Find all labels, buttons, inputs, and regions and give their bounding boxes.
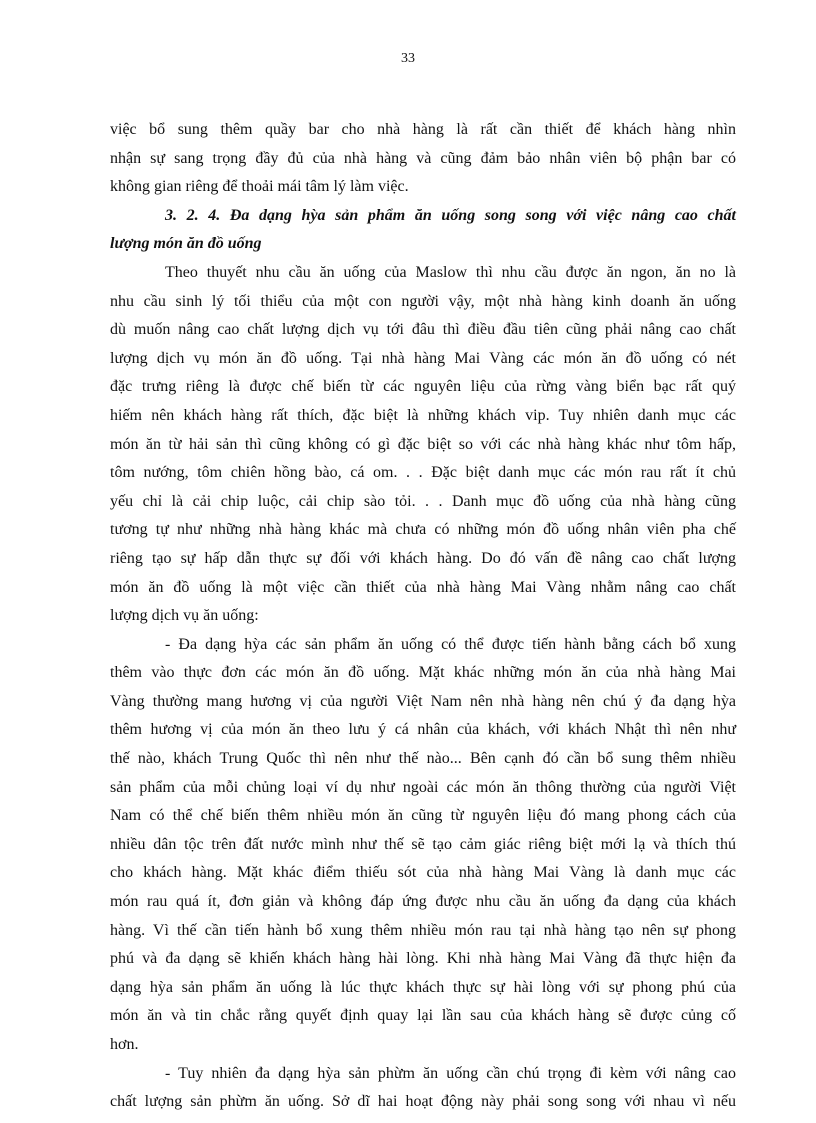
text-line: hiếm nên khách hàng rất thích, đặc biệt là những khách vip. Tuy nhiên danh mục các [110,406,736,424]
text-line: sản phẩm của mỗi chủng loại ví dụ như ngoài các món ăn thông thường của người Việt [110,778,736,796]
text-line: thêm vào thực đơn các món ăn đồ uống. Mặt khác những món ăn của nhà hàng Mai [110,664,736,682]
text-line: món rau quá ít, đơn giản và không đáp ứng được nhu cầu ăn uống đa dạng của khách [110,893,736,911]
text-line: tương tự như những nhà hàng khác mà chưa có những món đồ uống nhân viên pha chế [110,521,736,539]
text-line: món ăn từ hải sản thì cũng không có gì đặc biệt so với các nhà hàng khác như tôm hấp, [110,435,736,453]
text-line: thế nào, khách Trung Quốc thì nên như thế nào... Bên cạnh đó cần bổ sung thêm nhiều [110,750,736,768]
section-heading [110,202,736,259]
text-line: thêm hương vị của món ăn theo lưu ý cá nhân của khách, với khách Nhật thì nên như [110,721,736,739]
text-line: phú và đa dạng sẽ khiến khách hàng hài lòng. Khi nhà hàng Mai Vàng đã thực hiện đa [110,950,736,968]
text-line: hơn. [110,1036,139,1053]
paragraph-maslow [110,259,736,631]
text-line: dạng hỳa sản phẩm ăn uống là lúc thực khách thực sự hài lòng với sự phong phú của [110,978,736,996]
text-line: hàng. Vì thế cần tiến hành bổ xung thêm nhiều món rau tại nhà hàng tạo nên sự phong [110,921,736,939]
text-line: cho khách hàng. Mặt khác điểm thiếu sót của nhà hàng Mai Vàng là danh mục các [110,864,736,882]
paragraph-diversify [110,631,736,1060]
text-line: - Đa dạng hỳa các sản phẩm ăn uống có thể được tiến hành bằng cách bổ xung [165,635,736,653]
text-line: - Tuy nhiên đa dạng hỳa sản phừm ăn uống cần chú trọng đi kèm với nâng cao [165,1064,736,1082]
text-line: lượng dịch vụ ăn uống: [110,607,259,625]
text-line: nhận sự sang trọng đầy đủ của nhà hàng và cũng đảm bảo nhân viên bộ phận bar có [110,149,736,167]
paragraph-bar-continuation [110,116,736,202]
heading-line: lượng món ăn đồ uống [110,235,262,253]
text-line: việc bổ sung thêm quầy bar cho nhà hàng là rất cần thiết để khách hàng nhìn [110,121,736,138]
page-number: 33 [401,51,415,66]
text-line: Theo thuyết nhu cầu ăn uống của Maslow thì nhu cầu được ăn ngon, ăn no là [165,263,736,281]
text-line: chất lượng sản phừm ăn uống. Sở dĩ hai hoạt động này phải song song với nhau vì nếu [110,1093,736,1111]
text-line: không gian riêng để thoải mái tâm lý làm việc. [110,178,409,196]
text-line: nhu cầu sinh lý tối thiểu của một con người vậy, một nhà hàng kinh doanh ăn uống [110,292,736,310]
document-body [110,116,736,1117]
text-line: món ăn và tin chắc rằng quyết định quay lại lần sau của khách hàng sẽ được củng cố [110,1007,736,1025]
text-line: lượng dịch vụ món ăn đồ uống. Tại nhà hàng Mai Vàng các món ăn đồ uống có nét [110,349,736,367]
text-line: Nam có thể chế biến thêm nhiều món ăn cũng từ nguyên liệu đó mang phong cách của [110,807,736,825]
heading-line: 3. 2. 4. Đa dạng hỳa sản phẩm ăn uống song song với việc nâng cao chất [165,206,736,224]
text-line: đặc trưng riêng là được chế biến từ các nguyên liệu của rừng vàng biển bạc rất quý [110,378,736,396]
text-line: nhiều dân tộc trên đất nước mình như thế sẽ tạo cảm giác riêng biệt mới lạ và thích thú [110,835,736,853]
paragraph-quality [110,1060,736,1117]
text-line: riêng tạo sự hấp dẫn thực sự đối với khách hàng. Do đó vấn đề nâng cao chất lượng [110,549,736,567]
text-line: yếu chỉ là cải chip luộc, cải chip sào tỏi. . . Danh mục đồ uống của nhà hàng cũng [110,492,736,510]
text-line: dù muốn nâng cao chất lượng dịch vụ tới đâu thì điều đầu tiên cũng phải nâng cao chất [110,321,736,339]
text-line: món ăn đồ uống là một việc cần thiết của nhà hàng Mai Vàng nhằm nâng cao chất [110,578,736,596]
text-line: tôm nướng, tôm chiên hồng bào, cá om. . . Đặc biệt danh mục các món rau rất ít chủ [110,464,736,482]
text-line: Vàng thường mang hương vị của người Việt Nam nên nhà hàng nên chú ý đa dạng hỳa [110,692,736,710]
